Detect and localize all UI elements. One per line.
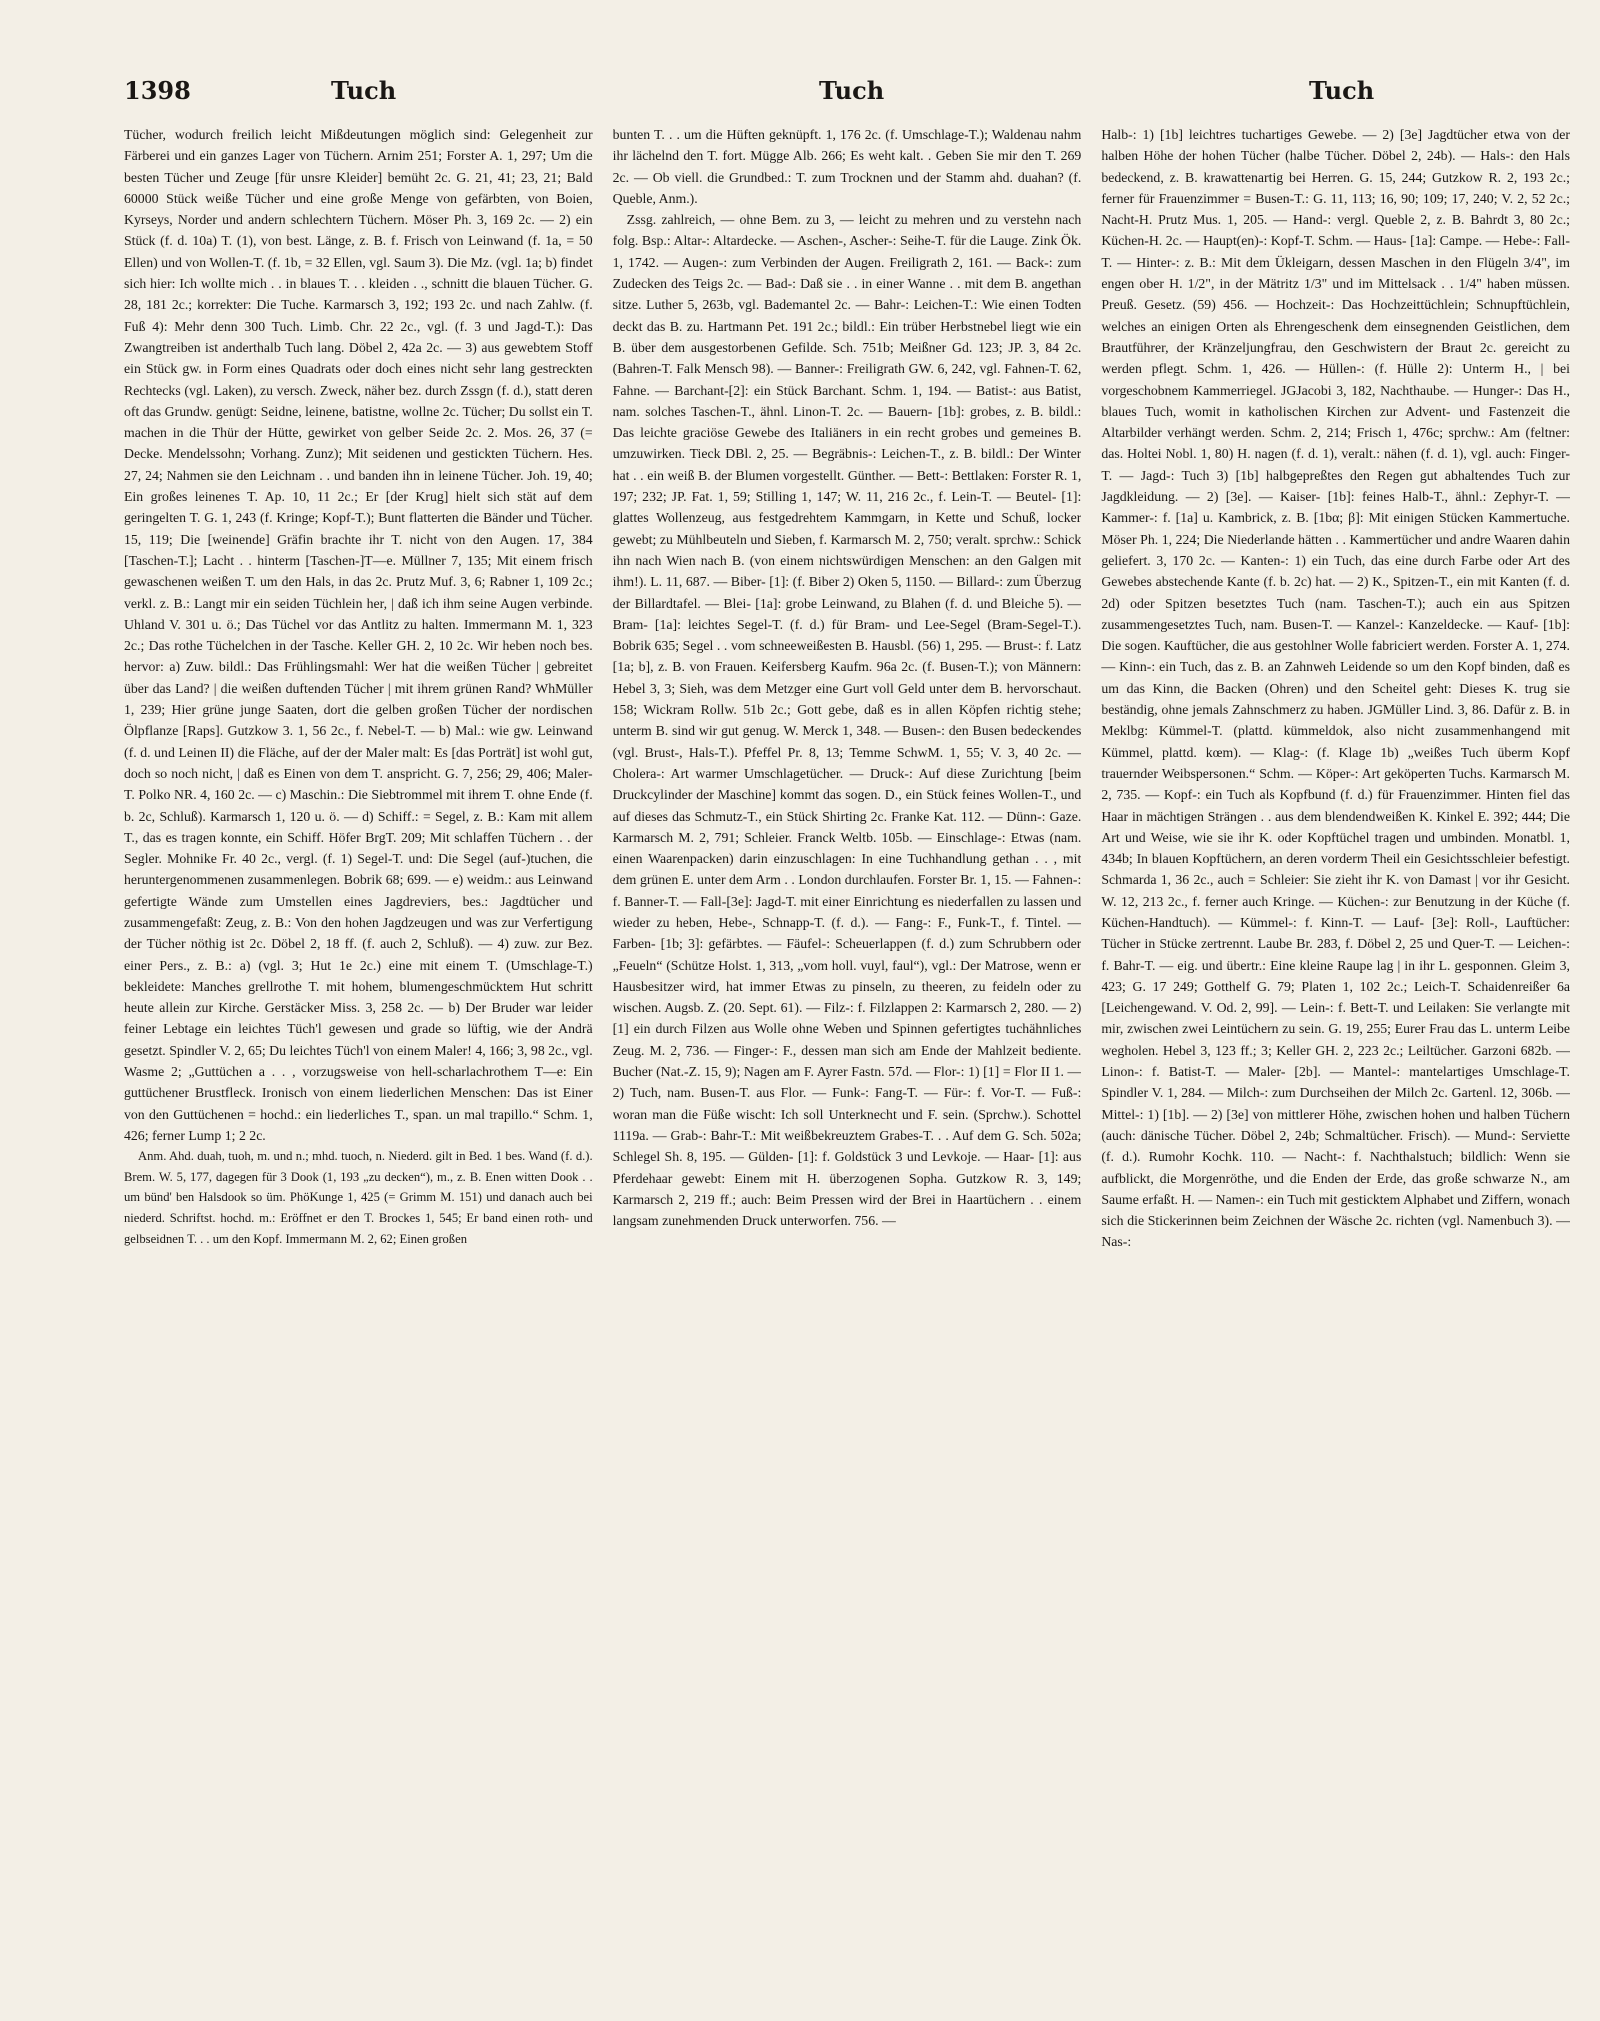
headword-center: Tuch	[819, 76, 885, 105]
page-number: 1398	[124, 76, 191, 105]
headword-left: Tuch	[331, 76, 397, 105]
column-right	[1101, 124, 1570, 1995]
compounds-text: Halb-: 1) [1b] leichtres tuchartiges Gewebe. — 2) [3e] Jagdtücher etwa von der halben Höhe der hohen Tücher (halbe Tücher. Döbel 2, 24b). — Hals-: den Hals bedeckend, z. B. krawattenartig bei Herren. G. 15, 244; Gutzkow R. 2, 193 2c.; ferner für Frauenzimmer = Busen-T.: G. 11, 113; 16, 90; 109; 17, 240; V. 2, 52 2c.; Nacht-H. Prutz Mus. 1, 205. — Hand-: vergl. Queble 2, z. B. Bahrdt 3, 80 2c.; Küchen-H. 2c. — Haupt(en)-: Kopf-T. Schm. — Haus- [1a]: Campe. — Hebe-: Fall-T. — Hinter-: z. B.: Mit dem Ükleigarn, dessen Maschen in den Flügeln 3/4", im engen ober H. 1/2", in der Mätritz 1/3" und im Mittelsack . . 1/4" haben müssen. Preuß. Gesetz. (59) 456. — Hochzeit-: Das Hochzeittüchlein; Schnupftüchlein, welches an einigen Orten als Ehrengeschenk dem einsegnenden Geistlichen, dem Brautführer, der Kränzeljungfrau, den Geschwistern der Braut 2c. gereicht zu werden pflegt. Schm. 1, 426. — Hüllen-: (f. Hülle 2): Unterm H., | bei vorgeschobnem Kammerriegel. JGJacobi 3, 182, Nachthaube. — Hunger-: Das H., blaues Tuch, womit in katholischen Kirchen zur Advent- und Fastenzeit die Altarbilder verhängt werden. Schm. 2, 214; Frisch 1, 476c; sprchw.: Am (feltner: das. Holtei Nobl. 1, 80) H. nagen (f. d. 1), veralt.: nähen (f. d. 1), vgl. auch: Finger-T. — Jagd-: Tuch 3) [1b] halbgepreßtes den Regen gut abhaltendes Tuch zur Jagdkleidung. — 2) [3e]. — Kaiser- [1b]: feines Halb-T., ähnl.: Zephyr-T. — Kammer-: f. [1a] u. Kambrick, z. B. [1bα; β]: Mit einigen Stücken Kammertuche. Möser Ph. 1, 224; Die Niederlande hätten . . Kammertücher und andre Waaren dahin geliefert. 3, 170 2c. — Kanten-: 1) ein Tuch, das eine durch Farbe oder Art des Gewebes abstechende Kante (f. b. 2c) hat. — 2) K., Spitzen-T., ein mit Kanten (f. d. 2d) oder Spitzen besetztes Tuch (nam. Taschen-T.); auch ein aus Spitzen zusammengesetztes Tuch, nam. Busen-T. — Kanzel-: Kanzeldecke. — Kauf- [1b]: Die sogen. Kauftücher, die aus gestohlner Wolle fabriciert werden. Forster A. 1, 274. — Kinn-: ein Tuch, das z. B. an Zahnweh Leidende so um den Kopf binden, daß es um das Kinn, die Backen (Ohren) und den Scheitel geht: Dieses K. trug sie beständig, ohne jemals Zahnschmerz zu haben. JGMüller Lind. 3, 86. Dafür z. B. in Meklbg: Kümmel-T. (plattd. kümmeldok, also nicht zusammenhangend mit Kümmel, plattd. kœm). — Klag-: (f. Klage 1b) „weißes Tuch überm Kopf trauernder Weibspersonen.“ Schm. — Köper-: Art geköperten Tuchs. Karmarsch M. 2, 735. — Kopf-: ein Tuch als Kopfbund (f. d.) für Frauenzimmer. Hinten fiel das Haar in mächtigen Strängen . . aus dem blendendweißen K. Kinkel E. 392; 444; Die Art und Weise, wie sie ihr K. oder Kopftüchel tragen und umbinden. Monatbl. 1, 434b; In blauen Kopftüchern, an deren vorderm Theil ein Gesichtsschleier befestigt. Schmarda 1, 36 2c., auch = Schleier: Sie zieht ihr K. von Damast | vor ihr Gesicht. W. 12, 213 2c., f. ferner auch Kringe. — Küchen-: zur Benutzung in der Küche (f. Küchen-Handtuch). — Kümmel-: f. Kinn-T. — Lauf- [3e]: Roll-, Lauftücher: Tücher in Stücke zertrennt. Laube Br. 283, f. Döbel 2, 25 und Quer-T. — Leichen-: f. Bahr-T. — eig. und übertr.: Eine kleine Raupe lag | in ihr L. gesponnen. Gleim 3, 423; G. 17 249; Gotthelf G. 79; Platen 1, 102 2c.; Leich-T. Schaidenreißer 6a [Leichengewand. V. Od. 2, 99]. — Lein-: f. Bett-T. und Leilaken: Sie verlangte mit mir, zwischen zwei Leintüchern zu sein. G. 19, 255; Eurer Frau das L. unterm Leibe wegholen. Hebel 3, 123 ff.; 3; Keller GH. 2, 223 2c.; Leiltücher. Garzoni 682b. — Linon-: f. Batist-T. — Maler- [2b]. — Mantel-: mantelartiges Umschlage-T. Spindler V. 1, 284. — Milch-: zum Durchseihen der Milch 2c. Gartenl. 12, 306b. — Mittel-: 1) [1b]. — 2) [3e] von mittlerer Höhe, zwischen hohen und halben Tüchern (auch: dänische Tücher. Döbel 2, 24b; Schmaltücher. Frisch). — Mund-: Serviette (f. d.). Rumohr Kochk. 110. — Nacht-: f. Nachthalstuch; bildlich: Wenn sie aufblickt, die Morgenröthe, und die Enden der Erde, das große schwarze N., am Saume erfaßt. H. — Namen-: ein Tuch mit gesticktem Alphabet und Ziffern, wonach sich die Stickerinnen beim Zeichnen der Wäsche 2c. richten (vgl. Namenbuch 3). — Nas-:	[1101, 127, 1570, 1250]
entry-text: Tücher, wodurch freilich leicht Mißdeutungen möglich sind: Gelegenheit zur Färberei und ein ganzes Lager von Tüchern. Arnim 251; Forster A. 1, 297; Um die besten Tücher und Zeuge [für unsre Kleider] bemüht 2c. G. 21, 41; 23, 21; Bald 60000 Stück weiße Tücher und eine große Menge von gefärbten, von Boien, Kyrseys, Norder und andern schlechtern Tüchern. Möser Ph. 3, 169 2c. — 2) ein Stück (f. d. 10a) T. (1), von best. Länge, z. B. f. Frisch von Leinwand (f. 1a, = 50 Ellen) und von Wollen-T. (f. 1b, = 32 Ellen, vgl. Saum 3). Die Mz. (vgl. 1a; b) findet sich hier: Ich wollte mich . . in blaues T. . . kleiden . ., schnitt die blauen Tücher. G. 28, 181 2c.; korrekter: Die Tuche. Karmarsch 3, 192; 193 2c. und nach Zahlw. (f. Fuß 4): Mehr denn 300 Tuch. Limb. Chr. 22 2c., vgl. (f. 3 und Jagd-T.): Das Zwangtreiben ist anderthalb Tuch lang. Döbel 2, 42a 2c. — 3) aus gewebtem Stoff ein Stück gw. in Form eines Quadrats oder doch eines nicht sehr lang gestreckten Rechtecks (vgl. Laken), zu versch. Zweck, näher bez. durch Zssgn (f. d.), statt deren oft das Grundw. genügt: Seidne, leinene, batistne, wollne 2c. Tücher; Du sollst ein T. machen in die Thür der Hütte, gewirket von gelber Seide 2c. 2. Mos. 26, 37 (= Decke. Mendelssohn; Vorhang. Zunz); Mit seidenen und gestickten Tüchern. Hes. 27, 24; Nahmen sie den Leichnam . . und banden ihn in leinene Tücher. Joh. 19, 40; Ein großes leinenes T. Ap. 10, 11 2c.; Er [der Krug] hielt sich stät auf dem geringelten T. G. 1, 243 (f. Kringe; Kopf-T.); Bunt flatterten die Bänder und Tücher. 15, 119; Die [weinende] Gräfin brachte ihr T. nicht von den Augen. 17, 384 [Taschen-T.]; Lacht . . hinterm [Taschen-]T—e. Müllner 7, 135; Mit einem frisch gewaschenen weißen T. um den Hals, in das 2c. Prutz Muf. 3, 6; Rabner 1, 109 2c.; verkl. z. B.: Langt mir ein seiden Tüchlein her, | daß ich ihm seine Augen verbinde. Uhland V. 301 u. ö.; Das Tüchel vor das Antlitz zu halten. Immermann M. 1, 323 2c.; Das rothe Tüchelchen in der Tasche. Keller GH. 2, 10 2c. Wir heben noch bes. hervor: a) Zuw. bildl.: Das Frühlingsmahl: Wer hat die weißen Tücher | gebreitet über das Land? | die weißen duftenden Tücher | mit ihrem grünen Rand? WhMüller 1, 239; Hier grüne junge Saaten, dort die gelben großen Tücher der nordischen Ölpflanze [Raps]. Gutzkow 3. 1, 56 2c., f. Nebel-T. — b) Mal.: wie gw. Leinwand (f. d. und Leinen II) die Fläche, auf der der Maler malt: Es [das Porträt] ist wohl gut, doch so noch nicht, | daß es Einen von dem T. anspricht. G. 7, 256; 29, 406; Maler-T. Polko NR. 4, 160 2c. — c) Maschin.: Die Siebtrommel mit ihrem T. ohne Ende (f. b. 2c, Schluß). Karmarsch 1, 120 u. ö. — d) Schiff.: = Segel, z. B.: Kam mit allem T., das es tragen konnte, ein Schiff. Höfer BrgT. 209; Mit schlaffen Tüchern . . der Segler. Mohnike Fr. 40 2c., vergl. (f. 1) Segel-T. und: Die Segel (auf-)tuchen, die heruntergenommenen zusammenlegen. Bobrik 68; 699. — e) weidm.: aus Leinwand gefertigte Wände zum Umstellen eines Jagdreviers, bes.: Jagdtücher und zusammengefaßt: Zeug, z. B.: Von den hohen Jagdzeugen und was zur Verfertigung der Tücher nöthig ist 2c. Döbel 2, 18 ff. (f. auch 2, Schluß). — 4) zuw. zur Bez. einer Pers., z. B.: a) (vgl. 3; Hut 1e 2c.) eine mit einem T. (Umschlage-T.) bekleidete: Manches grellrothe T. mit hohem, blumengeschmücktem Hut schritt heute allein zur Kirche. Gerstäcker Miss. 3, 258 2c. — b) Der Bruder war leider feiner Lebtage ein leichtes Tüch'l gewesen und grade so lüftig, wie der Andrä gesetzt. Spindler V. 2, 65; Du leichtes Tüch'l von einem Maler! 4, 166; 3, 98 2c., vgl. Wasme 2; „Guttüchen a . . , vorzugsweise von hell-scharlachrothem T—e: Ein guttüchener Brustfleck. Ironisch von einem liederlichen Menschen: Das ist Einer von den Guttüchenen = hochd.: ein liederliches T., span. un mal trapillo.“ Schm. 1, 426; ferner Lump 1; 2 2c.	[124, 127, 593, 1143]
running-head	[124, 76, 1570, 110]
compounds-intro: Zssg. zahlreich, — ohne Bem. zu 3, — leicht zu mehren und zu verstehn nach folg. Bsp.: Altar-: Altardecke. — Aschen-, Ascher-: Seihe-T. für die Lauge. Zink Ök. 1, 1742. — Augen-: zum Verbinden der Augen. Freiligrath 2, 161. — Back-: zum Zudecken des Teigs 2c. — Bad-: Daß sie . . in einer Wanne . . mit dem B. angethan sitze. Luther 5, 263b, vgl. Bademantel 2c. — Bahr-: Leichen-T.: Wie einen Todten deckt das B. zu. Hartmann Pet. 191 2c.; bildl.: Ein trüber Herbstnebel liegt wie ein B. über dem ausgestorbenen Gefilde. Sch. 751b; Meißner Gd. 123; JP. 3, 84 2c. (Bahren-T. Falk Mensch 98). — Banner-: Freiligrath GW. 6, 242, vgl. Fahnen-T. 62, Fahne. — Barchant-[2]: ein Stück Barchant. Schm. 1, 194. — Batist-: aus Batist, nam. solches Taschen-T., ähnl. Linon-T. 2c. — Bauern- [1b]: grobes, z. B. bildl.: Das leichte graciöse Gewebe des Italiäners in ein recht grobes und gemeines B. umzuwirken. Tieck DBl. 2, 25. — Begräbnis-: Leichen-T., z. B. bildl.: Der Winter hat . . ein weiß B. der Blumen vorgestellt. Günther. — Bett-: Bettlaken: Forster R. 1, 197; 232; JP. Fat. 1, 59; Stilling 1, 147; W. 11, 216 2c., f. Lein-T. — Beutel- [1]: glattes Wollenzeug, aus festgedrehtem Kammgarn, in Kette und Schuß, locker gewebt; zu Mühlbeuteln und Sieben, f. Karmarsch M. 2, 750; veralt. sprchw.: Schick ihn nach Wien nach B. (von einem nichtswürdigen Menschen: an den Galgen mit ihm!). L. 11, 687. — Biber- [1]: (f. Biber 2) Oken 5, 1150. — Billard-: zum Überzug der Billardtafel. — Blei- [1a]: grobe Leinwand, zu Blahen (f. d. und Bleiche 5). — Bram- [1a]: leichtes Segel-T. (f. d.) für Bram- und Lee-Segel (Bram-Segel-T.). Bobrik 635; Segel . . vom schneeweißesten B. Hausbl. (56) 1, 295. — Brust-: f. Latz [1a; b], z. B. von Frauen. Keifersberg Kaufm. 96a 2c. (f. Busen-T.); von Männern: Hebel 3, 3; Sieh, was dem Metzger eine Gurt voll Geld unter dem B. hervorschaut. 158; Wickram Rollw. 51b 2c.; Gott gebe, daß es in allen Köpfen richtig stehe; unterm B. sind wir gut genug. W. Merck 1, 348. — Busen-: den Busen bedeckendes (vgl. Brust-, Hals-T.). Pfeffel Pr. 8, 13; Temme SchwM. 1, 55; V. 3, 40 2c. — Cholera-: Art warmer Umschlagetücher. — Druck-: Auf diese Zurichtung [beim Druckcylinder der Maschine] kommt das sogen. D., ein Stück feines Wollen-T., und auf dieses das Schmutz-T., ein Stück Shirting 2c. Franke Kat. 112. — Dünn-: Gaze. Karmarsch M. 2, 791; Schleier. Franck Weltb. 105b. — Einschlage-: Etwas (nam. einen Waarenpacken) darin einzuschlagen: In eine Tuchhandlung gethan . . , mit dem grünen E. unter dem Arm . . London durchlaufen. Forster Br. 1, 15. — Fahnen-: f. Banner-T. — Fall-[3e]: Jagd-T. mit einer Einrichtung es niederfallen zu lassen und wieder zu heben, Hebe-, Schnapp-T. (f. d.). — Fang-: F., Funk-T., f. Tintel. — Farben- [1b; 3]: gefärbtes. — Fäufel-: Scheuerlappen (f. d.) zum Schrubbern oder „Feueln“ (Schütze Holst. 1, 313, „vom holl. vuyl, faul“), vgl.: Der Matrose, wenn er Hausbesitzer wird, hat immer Etwas zu pinseln, zu theeren, zu feideln oder zu wischen. Augsb. Z. (20. Sept. 61). — Filz-: f. Filzlappen 2: Karmarsch 2, 280. — 2) [1] ein durch Filzen aus Wolle ohne Weben und Spinnen gefertigtes tuchähnliches Zeug. M. 2, 736. — Finger-: F., dessen man sich am Ende der Mahlzeit bediente. Bucher (Nat.-Z. 15, 9); Nagen am F. Ayrer Fastn. 57d. — Flor-: 1) [1] = Flor II 1. — 2) Tuch, nam. Busen-T. aus Flor. — Funk-: Fang-T. — Für-: f. Vor-T. — Fuß-: woran man die Füße wischt: Ich soll Unterknecht und F. sein. (Sprchw.). Schottel 1119a. — Grab-: Bahr-T.: Mit weißbekreuztem Grabes-T. . . Auf dem G. Sch. 502a; Schlegel Sh. 8, 195. — Gülden- [1]: f. Goldstück 3 und Levkoje. — Haar- [1]: aus Pferdehaar gewebt: Einem mit H. überzogenen Sopha. Gutzkow R. 3, 149; Karmarsch 2, 219 ff.; auch: Beim Pressen wird der Brei in Haartüchern . . einem langsam zunehmenden Druck unterworfen. 756. —	[612, 212, 1082, 1229]
column-middle	[613, 124, 1082, 1995]
etymology-note: Anm. Ahd. duah, tuoh, m. und n.; mhd. tuoch, n. Niederd. gilt in Bed. 1 bes. Wand (f. d.). Brem. W. 5, 177, dagegen für 3 Dook (1, 193 „zu decken“), m., z. B. Enen witten Dook . . um bünd' ben Halsdook so üm. PhöKunge 1, 425 (= Grimm M. 151) und danach auch bei niederd. Schriftst. hochd. m.: Eröffnet er den T. Brockes 1, 545; Er band einen roth- und gelbseidnen T. . . um den Kopf. Immermann M. 2, 62; Einen großen	[124, 1149, 593, 1246]
column-left	[124, 124, 593, 1995]
entry-text: bunten T. . . um die Hüften geknüpft. 1, 176 2c. (f. Umschlage-T.); Waldenau nahm ihr lächelnd den T. fort. Mügge Alb. 266; Es weht kalt. . Geben Sie mir den T. 269 2c. — Ob viell. die Grundbed.: T. zum Trocknen und der Stamm ahd. duahan? (f. Queble, Anm.).	[612, 127, 1082, 206]
text-columns	[124, 124, 1570, 1995]
headword-right: Tuch	[1309, 76, 1375, 105]
